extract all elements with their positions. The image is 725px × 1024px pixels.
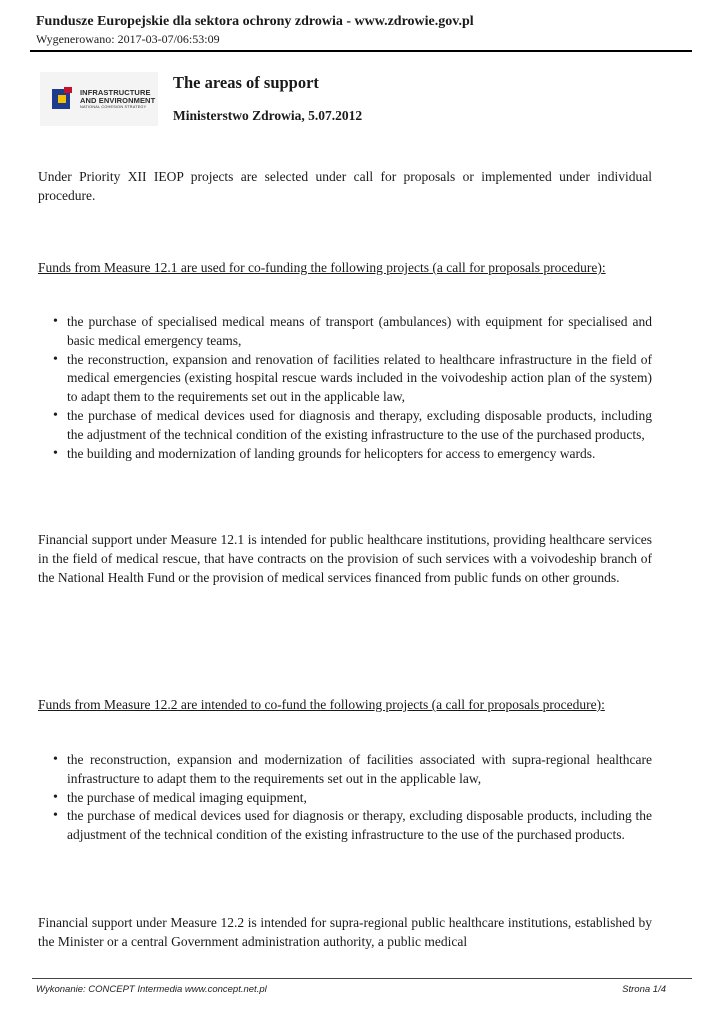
list-item: • the building and modernization of landing grounds for helicopters for access to emergency wards. [38,445,652,464]
page-header [36,13,691,47]
list-item: • the reconstruction, expansion and modernization of facilities associated with supra-regional healthcare infrastructure to adapt them to the requirements set out in the applicable law, [38,751,652,789]
footer-divider [32,978,692,979]
eu-flag-icon [52,87,74,111]
page-number: Strona 1/4 [622,984,666,995]
header-title: Fundusze Europejskie dla sektora ochrony zdrowia - www.zdrowie.gov.pl [36,14,474,29]
logo-text [80,89,155,110]
page-footer [36,984,666,996]
page-title: The areas of support [173,73,319,92]
logo-line: AND ENVIRONMENT [80,95,156,105]
intro-paragraph [38,168,652,206]
list-item: • the purchase of specialised medical means of transport (ambulances) with equipment for specialised and basic medical emergency teams, [38,313,652,351]
measure-12-1-support [38,531,652,587]
list-item: • the purchase of medical imaging equipment, [38,789,652,808]
measure-12-1-heading: Funds from Measure 12.1 are used for co-funding the following projects (a call for proposals procedure): [38,260,606,275]
list-item: • the purchase of medical devices used for diagnosis or therapy, excluding disposable products, including the adjustment of the technical condition of the existing infrastructure to the use of the purchased products. [38,807,652,845]
measure-12-2-support [38,914,652,952]
logo-tagline: NATIONAL COHESION STRATEGY [80,104,147,109]
measure-12-2-heading: Funds from Measure 12.2 are intended to co-fund the following projects (a call for proposals procedure): [38,697,605,712]
infrastructure-environment-logo [40,72,158,126]
footer-credit: Wykonanie: CONCEPT Intermedia www.concept.net.pl [36,984,267,995]
measure-12-2-support-text: Financial support under Measure 12.2 is intended for supra-regional public healthcare institutions, established by the Minister or a central Government administration authority, a public medical [38,915,652,949]
measure-12-1-section [38,259,652,278]
list-item: • the purchase of medical devices used for diagnosis and therapy, excluding disposable products, including the adjustment of the technical condition of the existing infrastructure to the use of the purchased products, [38,407,652,445]
intro-text: Under Priority XII IEOP projects are selected under call for proposals or implemented under individual procedure. [38,169,652,203]
measure-12-2-section [38,696,652,715]
logo-line: INFRASTRUCTURE [80,87,151,97]
article-source-date: Ministerstwo Zdrowia, 5.07.2012 [173,108,363,123]
measure-12-1-support-text: Financial support under Measure 12.1 is intended for public healthcare institutions, providing healthcare services in the field of medical rescue, that have contracts on the provision of such services with a voivodeship branch of the National Health Fund or the provision of medical services financed from public funds on other grounds. [38,532,652,585]
measure-12-2-list [38,751,652,845]
generated-timestamp: Wygenerowano: 2017-03-07/06:53:09 [36,32,220,46]
list-item: • the reconstruction, expansion and renovation of facilities related to healthcare infrastructure in the field of medical emergencies (existing hospital rescue wards included in the voivodeship action plan of the system) to adapt them to the requirements set out in the applicable law, [38,351,652,407]
measure-12-1-list [38,313,652,463]
header-divider [30,50,692,52]
